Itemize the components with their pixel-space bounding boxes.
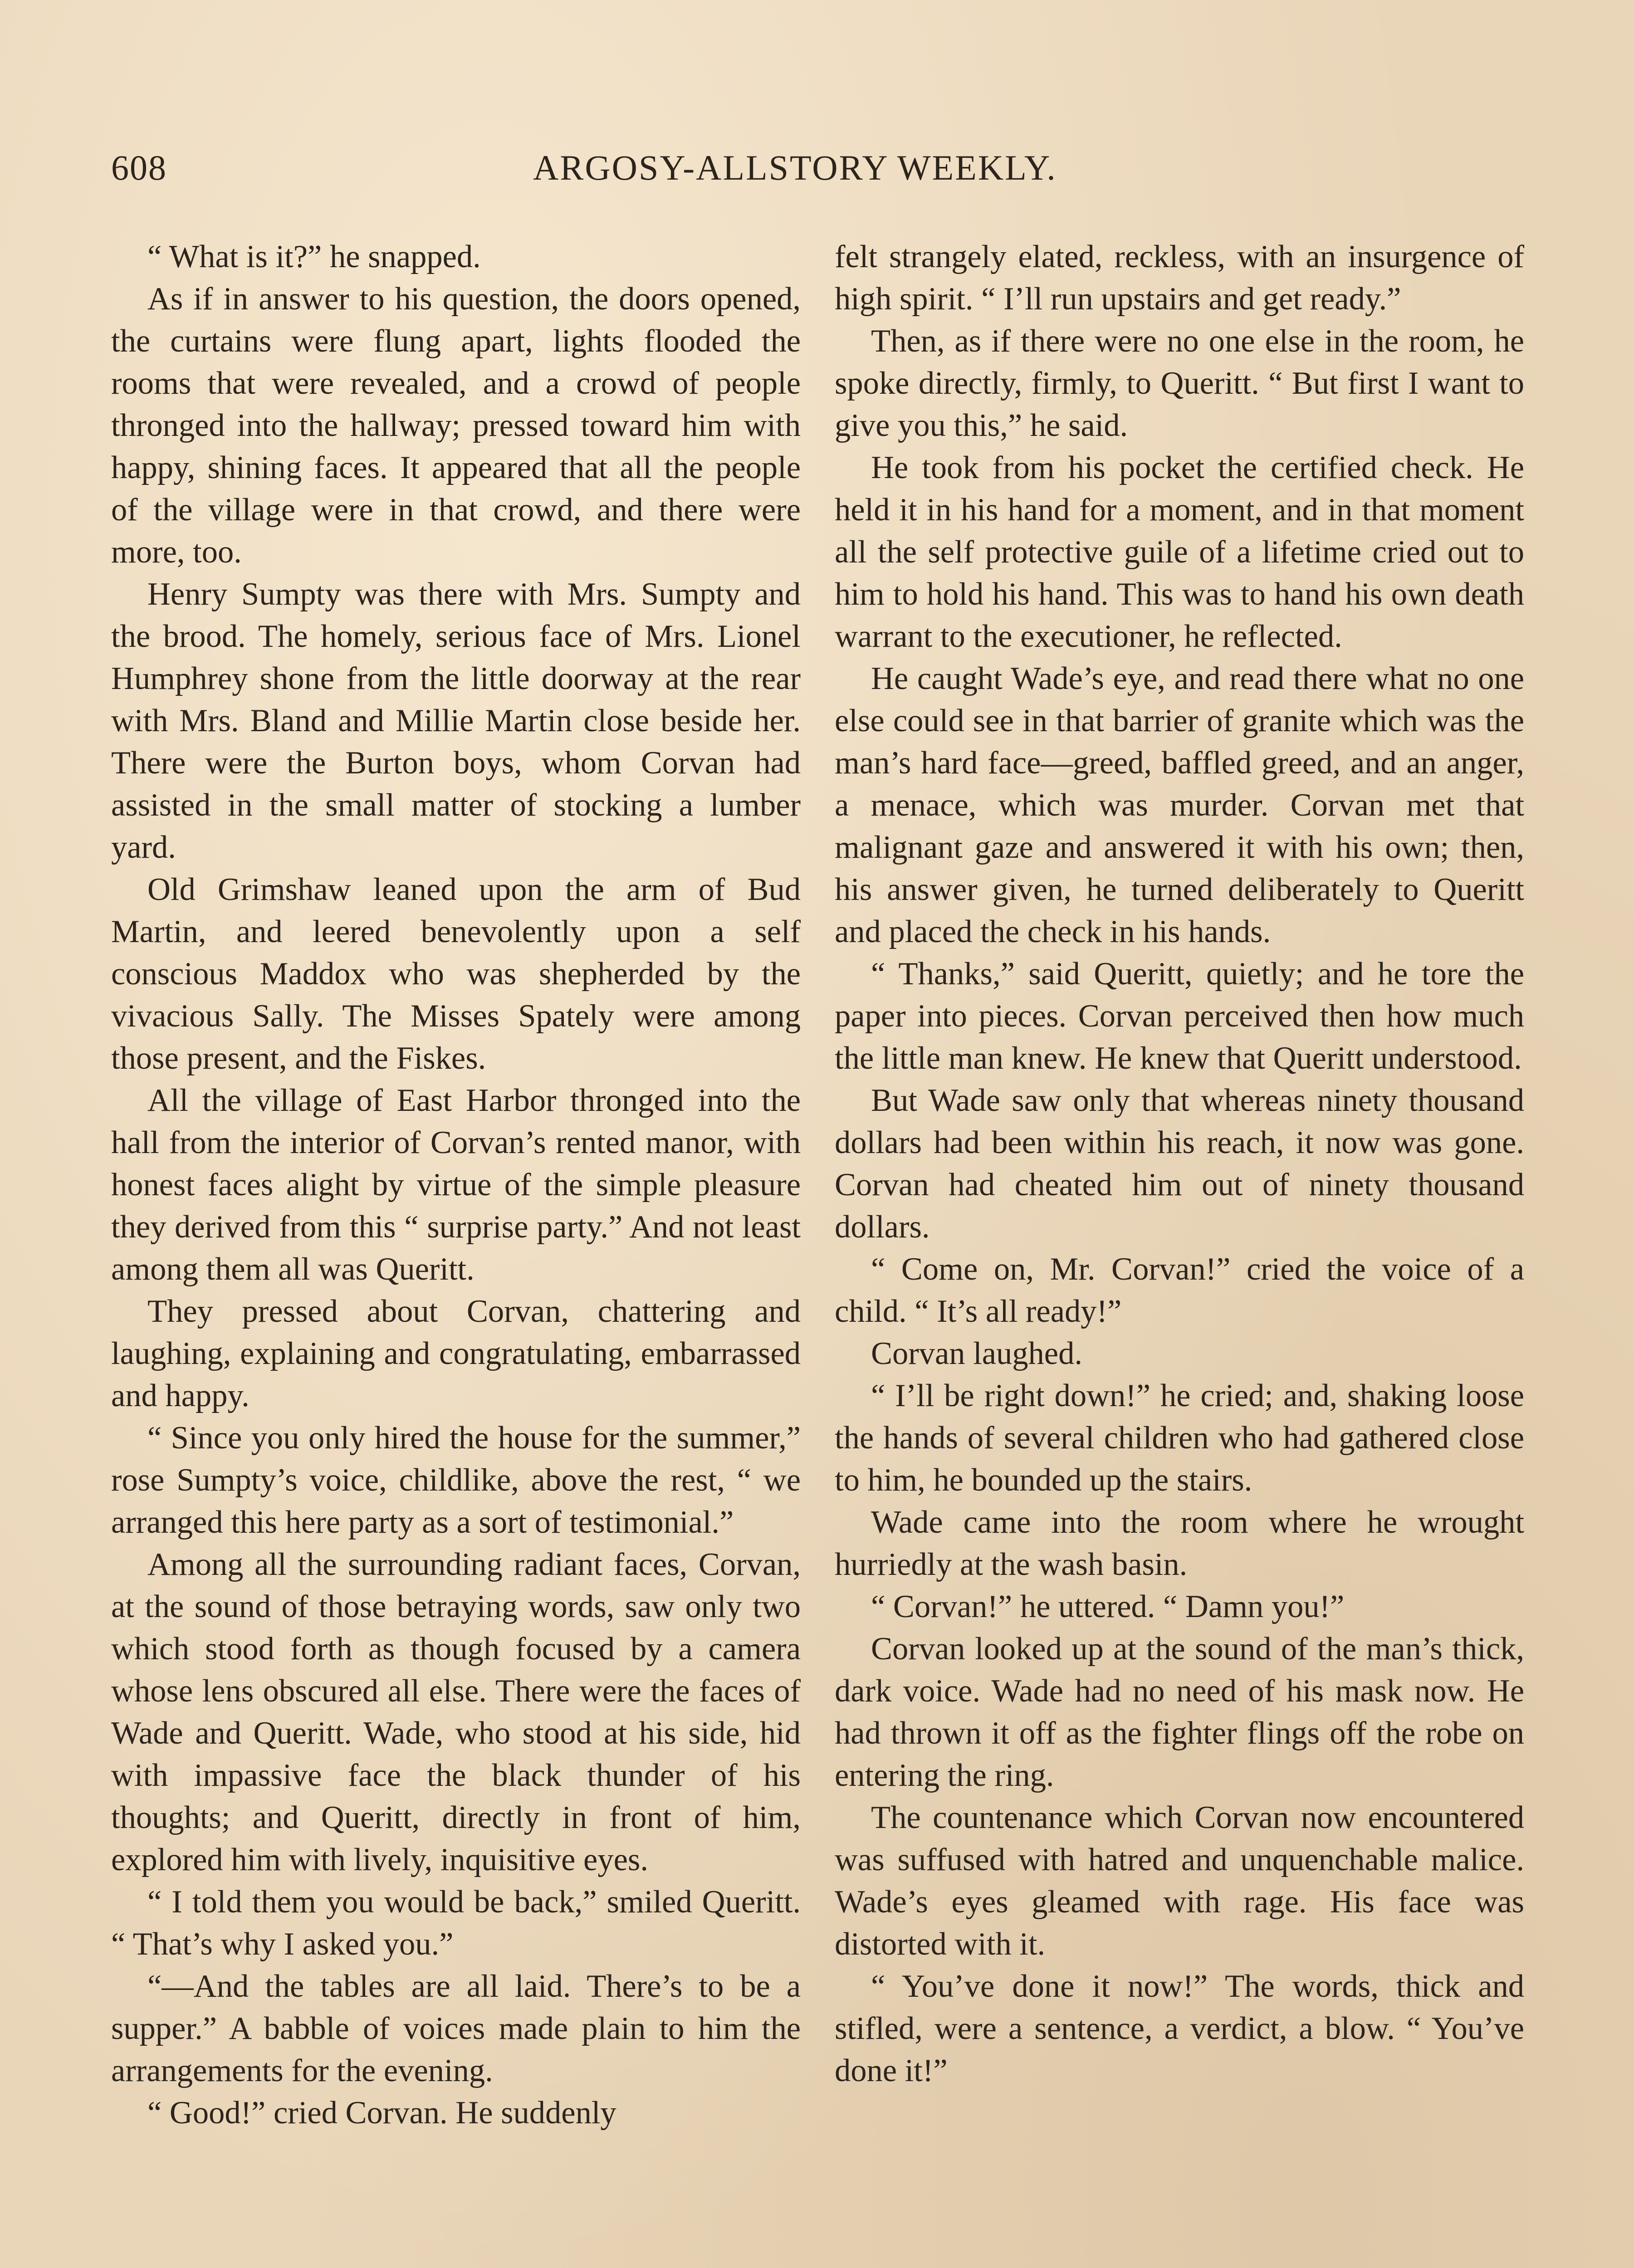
paragraph: “ Come on, Mr. Corvan!” cried the voice of a child. “ It’s all ready!” <box>835 1251 1524 1329</box>
paragraph: All the village of East Harbor thronged into the hall from the interior of Corvan’s rented manor, with honest faces alight by virtue of the simple pleasure they derived from this “ surprise party.” And not least among them all was Queritt. <box>111 1083 801 1287</box>
paragraph: Old Grimshaw leaned upon the arm of Bud Martin, and leered benevolently upon a self conscious Maddox who was shepherded by the vivacious Sally. The Misses Spately were among those present, and the Fiskes. <box>111 872 801 1076</box>
page-number: 608 <box>111 148 167 187</box>
page-header <box>111 145 1100 195</box>
paragraph-continuation: felt strangely elated, reckless, with an insurgence of high spirit. “ I’ll run upstairs and get ready.” <box>835 239 1524 317</box>
paragraph: As if in answer to his question, the doors opened, the curtains were flung apart, lights flooded the rooms that were revealed, and a crowd of people thronged into the hallway; pressed toward him with happy, shining faces. It appeared that all the people of the village were in that crowd, and there were more, too. <box>111 281 801 570</box>
paragraph: The countenance which Corvan now encountered was suffused with hatred and unquenchable malice. Wade’s eyes gleamed with rage. His face was distorted with it. <box>835 1800 1524 1962</box>
paragraph: Henry Sumpty was there with Mrs. Sumpty and the brood. The homely, serious face of Mrs. Lionel Humphrey shone from the little doorway at the rear with Mrs. Bland and Millie Martin close beside her. There were the Burton boys, whom Corvan had assisted in the small matter of stocking a lumber yard. <box>111 577 801 865</box>
paragraph: Corvan laughed. <box>871 1336 1082 1371</box>
paragraph: He took from his pocket the certified check. He held it in his hand for a moment, and in that moment all the self protective guile of a lifetime cried out to him to hold his hand. This was to hand his own death warrant to the executioner, he reflected. <box>835 450 1524 654</box>
paragraph: They pressed about Corvan, chattering and laughing, explaining and congratulating, embarrassed and happy. <box>111 1294 801 1413</box>
paragraph: He caught Wade’s eye, and read there what no one else could see in that barrier of granite which was the man’s hard face—greed, baffled greed, and an anger, a menace, which was murder. Corvan met that malignant gaze and answered it with his own; then, his answer given, he turned deliberately to Queritt and placed the check in his hands. <box>835 661 1524 949</box>
paragraph: “ You’ve done it now!” The words, thick and stifled, were a sentence, a verdict, a blow. “ You’ve done it!” <box>835 1969 1524 2088</box>
paragraph: “ Good!” cried Corvan. He suddenly <box>147 2095 616 2131</box>
paragraph: “—And the tables are all laid. There’s to be a supper.” A babble of voices made plain to him the arrangements for the evening. <box>111 1969 801 2088</box>
right-column <box>835 236 1524 2092</box>
paragraph: But Wade saw only that whereas ninety thousand dollars had been within his reach, it now was gone. Corvan had cheated him out of ninety thousand dollars. <box>835 1083 1524 1245</box>
paragraph: “ Since you only hired the house for the summer,” rose Sumpty’s voice, childlike, above the rest, “ we arranged this here party as a sort of testimonial.” <box>111 1420 801 1540</box>
paragraph: Among all the surrounding radiant faces, Corvan, at the sound of those betraying words, saw only two which stood forth as though focused by a camera whose lens obscured all else. There were the faces of Wade and Queritt. Wade, who stood at his side, hid with impassive face the black thunder of his thoughts; and Queritt, directly in front of him, explored him with lively, inquisitive eyes. <box>111 1547 801 1877</box>
paragraph: Then, as if there were no one else in the room, he spoke directly, firmly, to Queritt. “ But first I want to give you this,” he said. <box>835 323 1524 443</box>
paragraph: “ I’ll be right down!” he cried; and, shaking loose the hands of several children who had gathered close to him, he bounded up the stairs. <box>835 1378 1524 1498</box>
paragraph: “ I told them you would be back,” smiled Queritt. “ That’s why I asked you.” <box>111 1884 801 1962</box>
paragraph: “ Corvan!” he uttered. “ Damn you!” <box>871 1589 1345 1624</box>
left-column <box>111 236 801 2134</box>
paragraph: “ What is it?” he snapped. <box>147 239 481 274</box>
paragraph: Corvan looked up at the sound of the man’s thick, dark voice. Wade had no need of his mask now. He had thrown it off as the fighter flings off the robe on entering the ring. <box>835 1631 1524 1793</box>
paragraph: “ Thanks,” said Queritt, quietly; and he tore the paper into pieces. Corvan perceived then how much the little man knew. He knew that Queritt understood. <box>835 956 1524 1076</box>
running-head: ARGOSY-ALLSTORY WEEKLY. <box>533 148 1057 187</box>
paragraph: Wade came into the room where he wrought hurriedly at the wash basin. <box>835 1505 1524 1582</box>
